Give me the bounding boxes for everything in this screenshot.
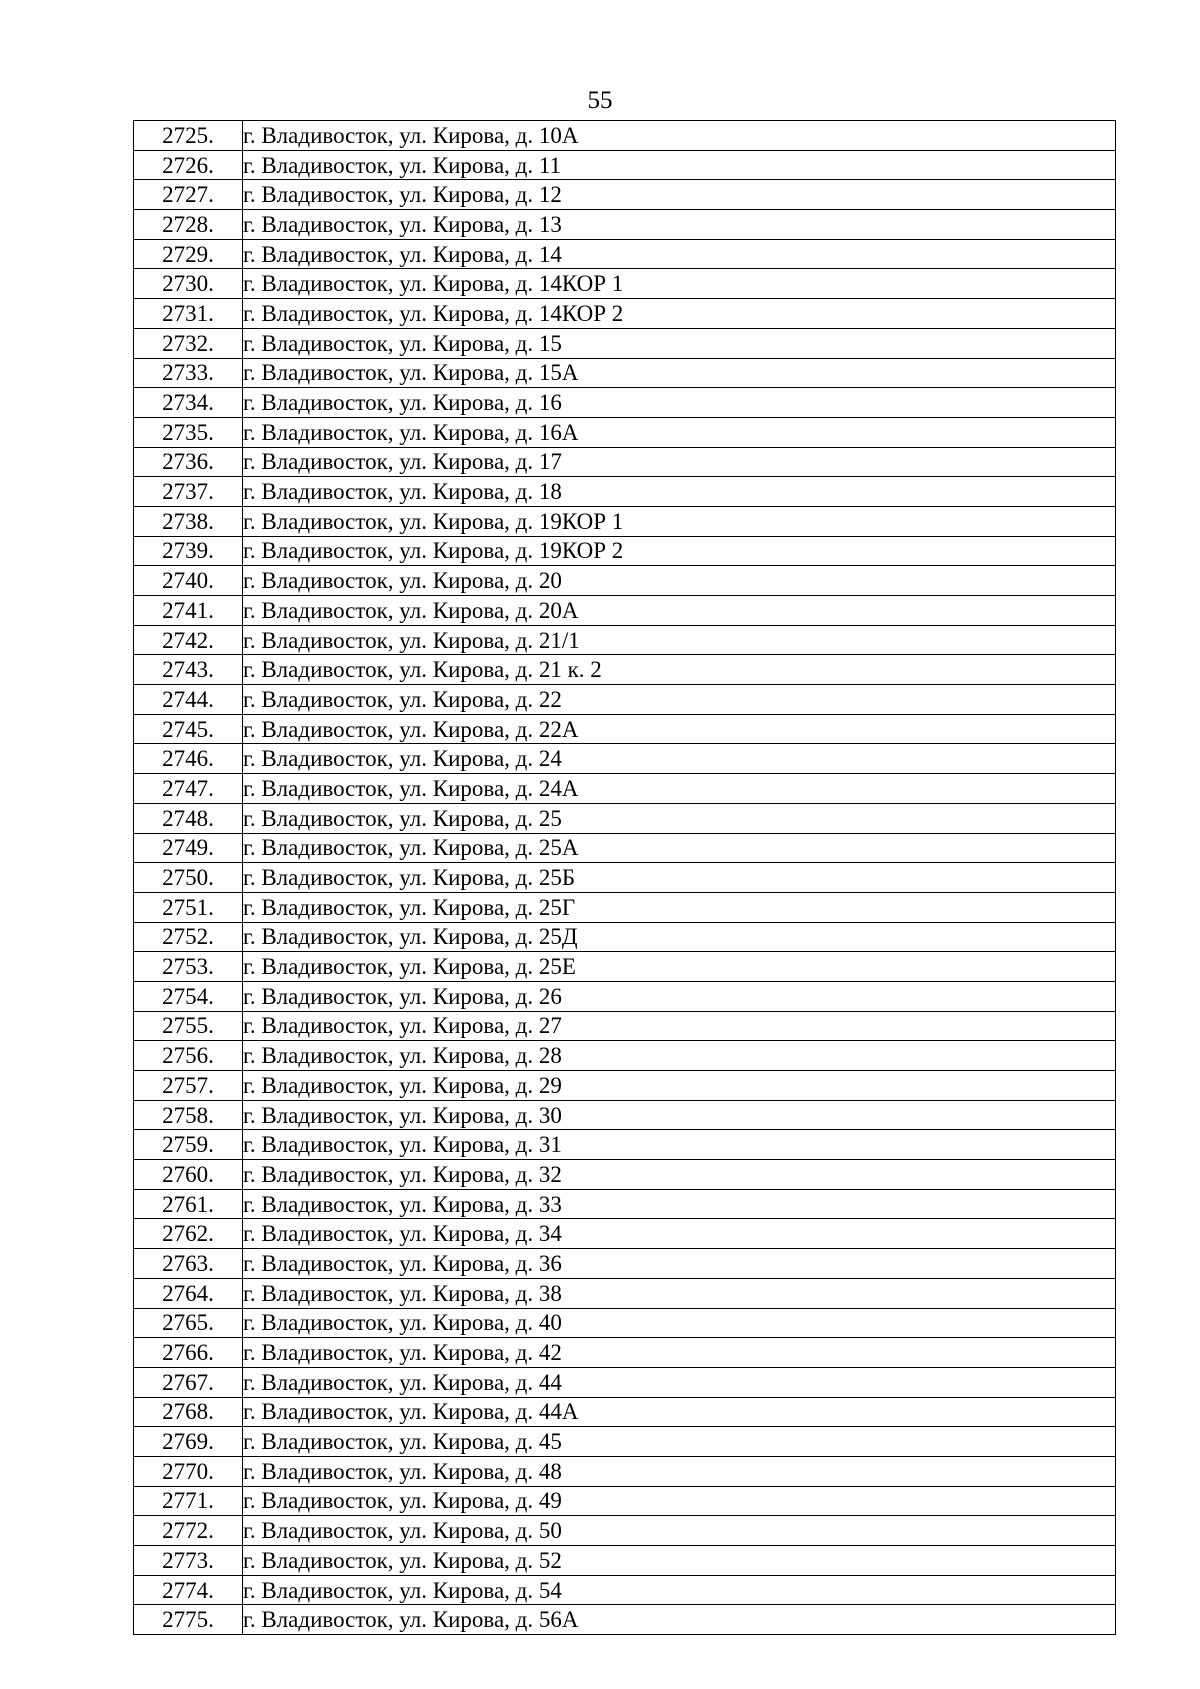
table-row <box>134 1367 1116 1397</box>
table-row <box>134 150 1116 180</box>
row-number: 2729. <box>134 239 243 269</box>
table-row <box>134 1456 1116 1486</box>
row-number: 2769. <box>134 1427 243 1457</box>
row-address: г. Владивосток, ул. Кирова, д. 22А <box>243 714 1116 744</box>
table-row <box>134 685 1116 715</box>
table-row <box>134 299 1116 329</box>
table-row <box>134 1011 1116 1041</box>
row-number: 2750. <box>134 863 243 893</box>
row-number: 2768. <box>134 1397 243 1427</box>
table-row <box>134 892 1116 922</box>
row-address: г. Владивосток, ул. Кирова, д. 21 к. 2 <box>243 655 1116 685</box>
table-row <box>134 1278 1116 1308</box>
table-row <box>134 1338 1116 1368</box>
row-number: 2754. <box>134 981 243 1011</box>
row-address: г. Владивосток, ул. Кирова, д. 40 <box>243 1308 1116 1338</box>
table-row <box>134 328 1116 358</box>
row-number: 2772. <box>134 1516 243 1546</box>
row-number: 2744. <box>134 685 243 715</box>
table-row <box>134 1219 1116 1249</box>
row-address: г. Владивосток, ул. Кирова, д. 25Е <box>243 952 1116 982</box>
row-address: г. Владивосток, ул. Кирова, д. 16 <box>243 388 1116 418</box>
row-number: 2770. <box>134 1456 243 1486</box>
table-row <box>134 863 1116 893</box>
table-row <box>134 180 1116 210</box>
row-number: 2736. <box>134 447 243 477</box>
row-address: г. Владивосток, ул. Кирова, д. 10А <box>243 121 1116 151</box>
row-number: 2739. <box>134 536 243 566</box>
row-number: 2771. <box>134 1486 243 1516</box>
row-number: 2743. <box>134 655 243 685</box>
row-address: г. Владивосток, ул. Кирова, д. 54 <box>243 1575 1116 1605</box>
table-row <box>134 922 1116 952</box>
row-number: 2740. <box>134 566 243 596</box>
table-row <box>134 1160 1116 1190</box>
row-number: 2731. <box>134 299 243 329</box>
table-row <box>134 1041 1116 1071</box>
row-number: 2735. <box>134 417 243 447</box>
table-row <box>134 1516 1116 1546</box>
row-number: 2766. <box>134 1338 243 1368</box>
row-number: 2762. <box>134 1219 243 1249</box>
table-row <box>134 269 1116 299</box>
row-address: г. Владивосток, ул. Кирова, д. 33 <box>243 1189 1116 1219</box>
table-row <box>134 625 1116 655</box>
row-number: 2727. <box>134 180 243 210</box>
table-row <box>134 477 1116 507</box>
table-row <box>134 417 1116 447</box>
row-address: г. Владивосток, ул. Кирова, д. 27 <box>243 1011 1116 1041</box>
row-address: г. Владивосток, ул. Кирова, д. 25Д <box>243 922 1116 952</box>
row-address: г. Владивосток, ул. Кирова, д. 25А <box>243 833 1116 863</box>
table-row <box>134 803 1116 833</box>
row-address: г. Владивосток, ул. Кирова, д. 24А <box>243 774 1116 804</box>
row-address: г. Владивосток, ул. Кирова, д. 48 <box>243 1456 1116 1486</box>
row-number: 2752. <box>134 922 243 952</box>
row-address: г. Владивосток, ул. Кирова, д. 25Г <box>243 892 1116 922</box>
row-number: 2759. <box>134 1130 243 1160</box>
row-address: г. Владивосток, ул. Кирова, д. 32 <box>243 1160 1116 1190</box>
row-address: г. Владивосток, ул. Кирова, д. 14 <box>243 239 1116 269</box>
row-number: 2760. <box>134 1160 243 1190</box>
row-address: г. Владивосток, ул. Кирова, д. 29 <box>243 1071 1116 1101</box>
row-address: г. Владивосток, ул. Кирова, д. 14КОР 2 <box>243 299 1116 329</box>
row-address: г. Владивосток, ул. Кирова, д. 25 <box>243 803 1116 833</box>
row-address: г. Владивосток, ул. Кирова, д. 13 <box>243 210 1116 240</box>
row-number: 2765. <box>134 1308 243 1338</box>
row-address: г. Владивосток, ул. Кирова, д. 19КОР 2 <box>243 536 1116 566</box>
row-number: 2728. <box>134 210 243 240</box>
row-number: 2751. <box>134 892 243 922</box>
row-number: 2747. <box>134 774 243 804</box>
table-row <box>134 1575 1116 1605</box>
row-address: г. Владивосток, ул. Кирова, д. 15 <box>243 328 1116 358</box>
address-table <box>133 120 1116 1635</box>
table-row <box>134 210 1116 240</box>
table-row <box>134 981 1116 1011</box>
row-address: г. Владивосток, ул. Кирова, д. 31 <box>243 1130 1116 1160</box>
row-address: г. Владивосток, ул. Кирова, д. 20 <box>243 566 1116 596</box>
row-number: 2761. <box>134 1189 243 1219</box>
row-number: 2742. <box>134 625 243 655</box>
table-row <box>134 358 1116 388</box>
row-number: 2746. <box>134 744 243 774</box>
row-address: г. Владивосток, ул. Кирова, д. 17 <box>243 447 1116 477</box>
table-row <box>134 1486 1116 1516</box>
row-address: г. Владивосток, ул. Кирова, д. 25Б <box>243 863 1116 893</box>
row-address: г. Владивосток, ул. Кирова, д. 44А <box>243 1397 1116 1427</box>
row-number: 2774. <box>134 1575 243 1605</box>
row-address: г. Владивосток, ул. Кирова, д. 21/1 <box>243 625 1116 655</box>
row-address: г. Владивосток, ул. Кирова, д. 44 <box>243 1367 1116 1397</box>
table-row <box>134 1546 1116 1576</box>
row-number: 2734. <box>134 388 243 418</box>
row-number: 2775. <box>134 1605 243 1635</box>
table-row <box>134 536 1116 566</box>
row-number: 2726. <box>134 150 243 180</box>
row-number: 2764. <box>134 1278 243 1308</box>
table-row <box>134 1071 1116 1101</box>
row-number: 2745. <box>134 714 243 744</box>
row-number: 2756. <box>134 1041 243 1071</box>
row-address: г. Владивосток, ул. Кирова, д. 12 <box>243 180 1116 210</box>
table-row <box>134 1308 1116 1338</box>
row-address: г. Владивосток, ул. Кирова, д. 24 <box>243 744 1116 774</box>
row-address: г. Владивосток, ул. Кирова, д. 26 <box>243 981 1116 1011</box>
row-address: г. Владивосток, ул. Кирова, д. 22 <box>243 685 1116 715</box>
row-number: 2738. <box>134 506 243 536</box>
table-row <box>134 655 1116 685</box>
row-address: г. Владивосток, ул. Кирова, д. 18 <box>243 477 1116 507</box>
row-address: г. Владивосток, ул. Кирова, д. 50 <box>243 1516 1116 1546</box>
table-row <box>134 1100 1116 1130</box>
table-row <box>134 506 1116 536</box>
table-row <box>134 952 1116 982</box>
row-address: г. Владивосток, ул. Кирова, д. 36 <box>243 1249 1116 1279</box>
row-address: г. Владивосток, ул. Кирова, д. 49 <box>243 1486 1116 1516</box>
table-row <box>134 744 1116 774</box>
table-row <box>134 121 1116 151</box>
row-address: г. Владивосток, ул. Кирова, д. 20А <box>243 596 1116 626</box>
row-address: г. Владивосток, ул. Кирова, д. 15А <box>243 358 1116 388</box>
table-row <box>134 1427 1116 1457</box>
row-number: 2725. <box>134 121 243 151</box>
row-number: 2733. <box>134 358 243 388</box>
row-number: 2757. <box>134 1071 243 1101</box>
row-number: 2763. <box>134 1249 243 1279</box>
row-number: 2741. <box>134 596 243 626</box>
page-number: 55 <box>587 87 613 114</box>
table-row <box>134 1130 1116 1160</box>
table-row <box>134 774 1116 804</box>
row-number: 2737. <box>134 477 243 507</box>
row-address: г. Владивосток, ул. Кирова, д. 14КОР 1 <box>243 269 1116 299</box>
table-row <box>134 1397 1116 1427</box>
table-row <box>134 388 1116 418</box>
row-address: г. Владивосток, ул. Кирова, д. 19КОР 1 <box>243 506 1116 536</box>
row-number: 2749. <box>134 833 243 863</box>
table-row <box>134 1249 1116 1279</box>
row-number: 2753. <box>134 952 243 982</box>
table-row <box>134 714 1116 744</box>
row-address: г. Владивосток, ул. Кирова, д. 30 <box>243 1100 1116 1130</box>
table-row <box>134 1189 1116 1219</box>
address-table-body <box>134 121 1116 1635</box>
row-address: г. Владивосток, ул. Кирова, д. 56А <box>243 1605 1116 1635</box>
row-number: 2773. <box>134 1546 243 1576</box>
table-row <box>134 447 1116 477</box>
row-address: г. Владивосток, ул. Кирова, д. 16А <box>243 417 1116 447</box>
row-address: г. Владивосток, ул. Кирова, д. 38 <box>243 1278 1116 1308</box>
row-number: 2767. <box>134 1367 243 1397</box>
table-row <box>134 596 1116 626</box>
row-number: 2732. <box>134 328 243 358</box>
row-address: г. Владивосток, ул. Кирова, д. 11 <box>243 150 1116 180</box>
table-row <box>134 239 1116 269</box>
row-number: 2755. <box>134 1011 243 1041</box>
row-address: г. Владивосток, ул. Кирова, д. 52 <box>243 1546 1116 1576</box>
row-address: г. Владивосток, ул. Кирова, д. 45 <box>243 1427 1116 1457</box>
row-address: г. Владивосток, ул. Кирова, д. 42 <box>243 1338 1116 1368</box>
row-number: 2748. <box>134 803 243 833</box>
row-number: 2758. <box>134 1100 243 1130</box>
row-address: г. Владивосток, ул. Кирова, д. 34 <box>243 1219 1116 1249</box>
table-row <box>134 1605 1116 1635</box>
table-row <box>134 566 1116 596</box>
row-address: г. Владивосток, ул. Кирова, д. 28 <box>243 1041 1116 1071</box>
row-number: 2730. <box>134 269 243 299</box>
table-row <box>134 833 1116 863</box>
